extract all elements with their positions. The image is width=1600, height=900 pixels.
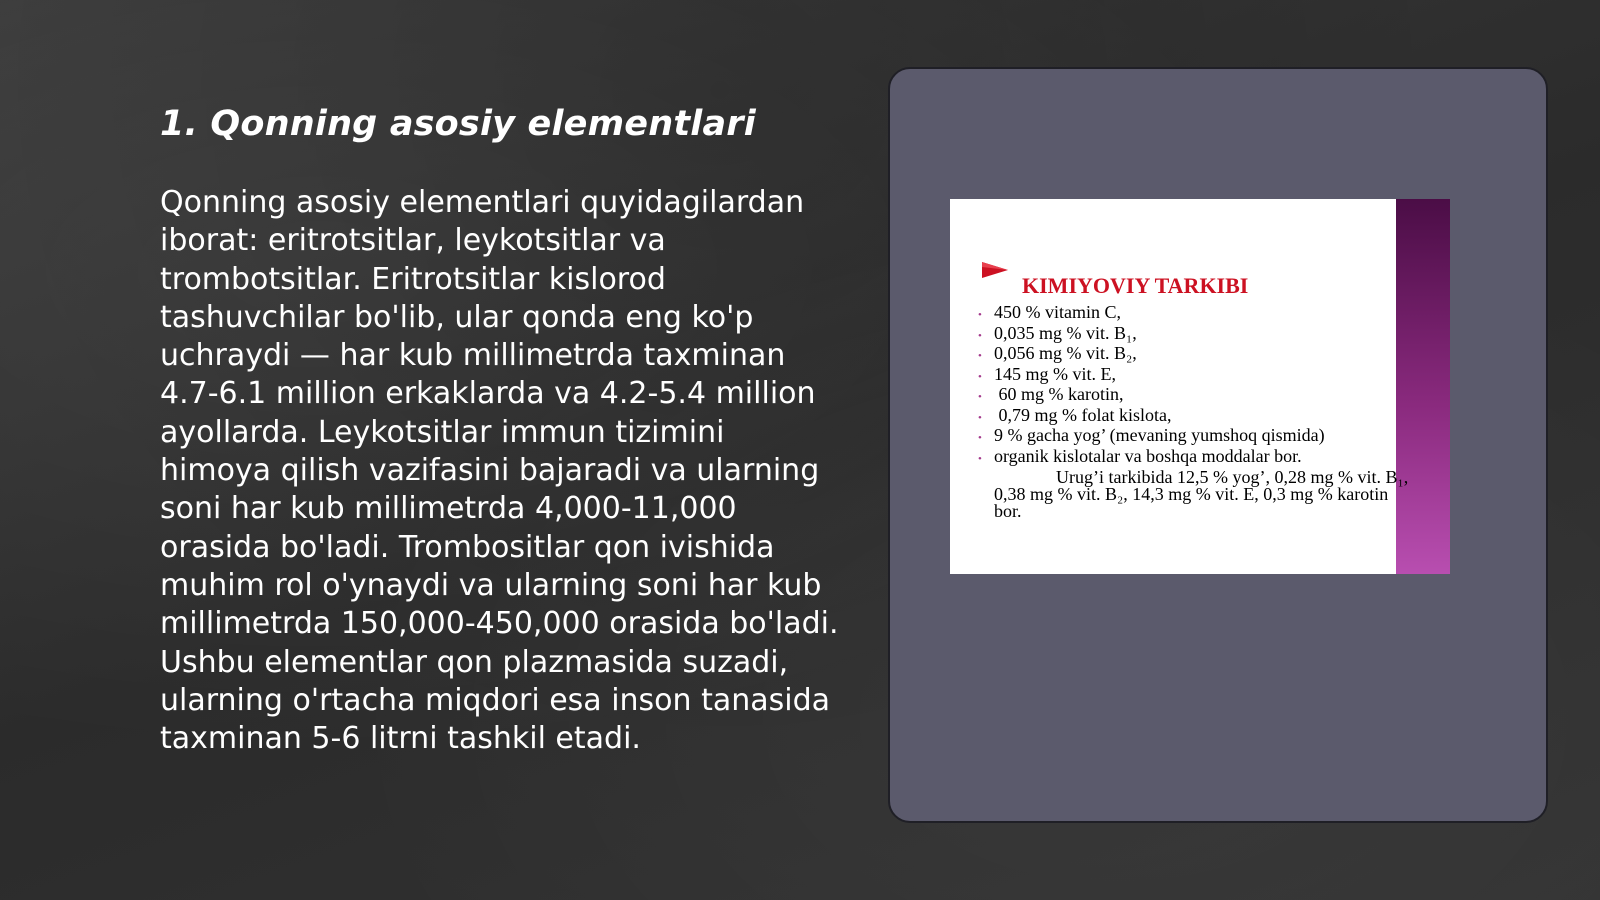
composition-list <box>978 302 1325 466</box>
list-item-text: 450 % vitamin C, <box>994 302 1121 322</box>
bullet-icon: • <box>978 370 982 383</box>
list-item <box>978 384 1325 405</box>
list-item-text: 60 mg % karotin, <box>994 384 1124 404</box>
bullet-icon: • <box>978 329 982 342</box>
red-flag-icon <box>980 259 1010 281</box>
slide-body-text: Qonning asosiy elementlari quyidagilardan iborat: eritrotsitlar, leykotsitlar va trombotsitlar. Eritrotsitlar kislorod tashuvchilar bo'lib, ular qonda eng ko'p uchraydi — har kub millimetrda taxminan 4.7-6.1 million erkaklarda va 4.2-5.4 million ayollarda. Leykotsitlar immun tizimini himoya qilish vazifasini bajaradi va ularning soni har kub millimetrda 4,000-11,000 orasida bo'ladi. Trombositlar qon ivishida muhim rol o'ynaydi va ularning soni har kub millimetrda 150,000-450,000 orasida bo'ladi. Ushbu elementlar qon plazmasida suzadi, ularning o'rtacha miqdori esa inson tanasida taxminan 5-6 litrni tashkil etadi. <box>160 185 839 757</box>
list-item <box>978 323 1325 344</box>
bullet-icon: • <box>978 391 982 403</box>
list-item <box>978 364 1325 385</box>
seed-composition-note: Urug’i tarkibida 12,5 % yog’, 0,28 mg % vit. B₁, 0,38 mg % vit. B₂, 14,3 mg % vit. E, 0,3 mg % karotin bor. <box>994 467 1409 521</box>
list-item <box>978 405 1325 426</box>
list-item <box>978 343 1325 364</box>
bullet-icon: • <box>978 350 982 362</box>
composition-heading: KIMIYOVIY TARKIBI <box>1022 273 1249 298</box>
bullet-icon: • <box>978 309 982 321</box>
list-item <box>978 446 1325 467</box>
list-item-text: organik kislotalar va boshqa moddalar bor. <box>994 445 1302 466</box>
bullet-icon: • <box>978 411 982 424</box>
list-item-text: 0,035 mg % vit. B₁, <box>994 322 1137 343</box>
list-item-text: 9 % gacha yog’ (mevaning yumshoq qismida) <box>994 425 1325 445</box>
bullet-icon: • <box>978 432 982 444</box>
list-item-text: 0,79 mg % folat kislota, <box>994 404 1172 425</box>
list-item-text: 145 mg % vit. E, <box>994 363 1116 384</box>
bullet-icon: • <box>978 452 982 465</box>
list-item <box>978 302 1325 323</box>
chemical-composition-image <box>950 199 1450 574</box>
slide-title: 1. Qonning asosiy elementlari <box>160 104 756 144</box>
list-item-text: 0,056 mg % vit. B₂, <box>994 343 1137 363</box>
list-item <box>978 425 1325 446</box>
